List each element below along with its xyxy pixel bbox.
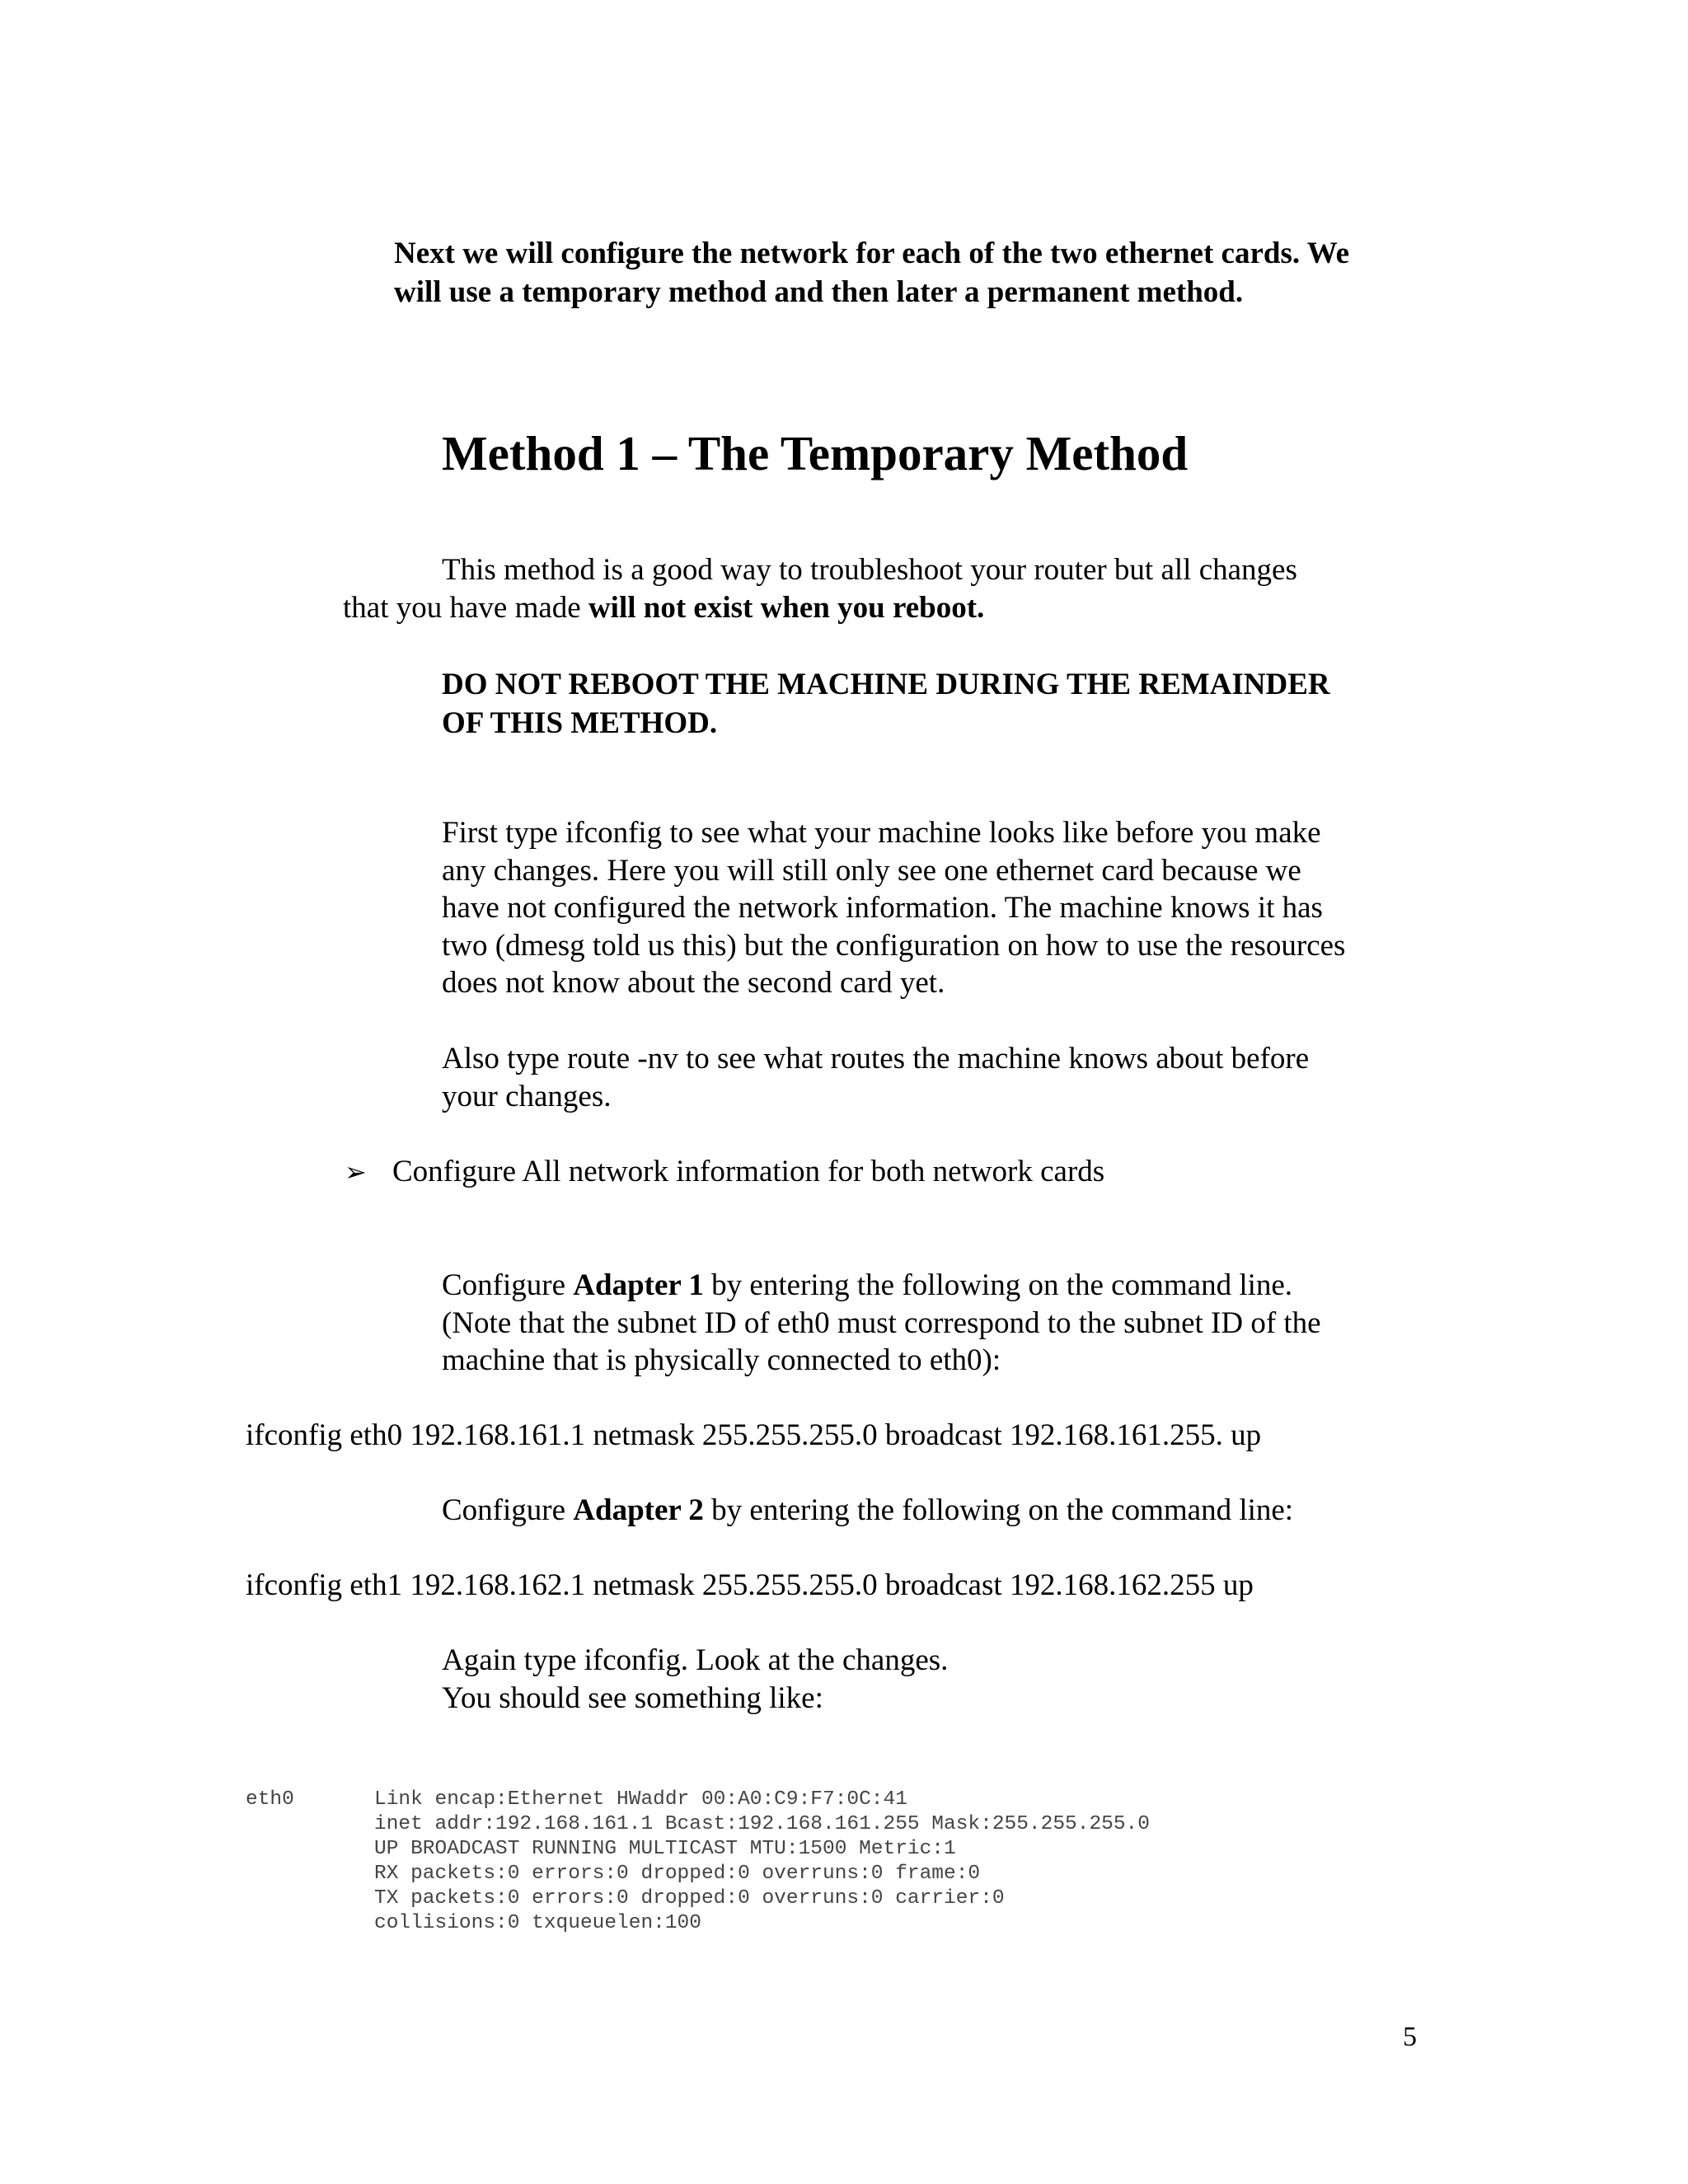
route-explanation — [442, 1040, 1309, 1115]
again-line-1: Again type ifconfig. Look at the changes. — [442, 1643, 949, 1677]
output-line: UP BROADCAST RUNNING MULTICAST MTU:1500 Metric:1 — [374, 1838, 956, 1860]
bullet-item — [345, 1153, 1104, 1191]
intro-line-2: will use a temporary method and then later a permanent method. — [394, 275, 1244, 309]
adapter-2-label: Adapter 2 — [573, 1493, 704, 1527]
method-desc-emphasis: will not exist when you reboot. — [588, 591, 985, 625]
adapter-2-prefix: Configure — [442, 1493, 574, 1527]
paragraph-line: does not know about the second card yet. — [442, 966, 945, 1000]
output-line: collisions:0 txqueuelen:100 — [374, 1912, 701, 1934]
section-heading: Method 1 – The Temporary Method — [442, 426, 1189, 480]
ifconfig-explanation — [442, 814, 1345, 1002]
reboot-warning — [442, 665, 1330, 743]
adapter-1-instructions — [442, 1267, 1321, 1380]
again-line-2: You should see something like: — [442, 1680, 823, 1715]
adapter-1-label: Adapter 1 — [573, 1268, 704, 1302]
method-desc-line-2 — [343, 589, 984, 627]
output-line: RX packets:0 errors:0 dropped:0 overruns:0 frame:0 — [374, 1863, 981, 1885]
method-desc-text: that you have made — [343, 591, 588, 625]
adapter-1-line-3: machine that is physically connected to eth0): — [442, 1343, 1001, 1377]
bullet-text: Configure All network information for both network cards — [392, 1155, 1105, 1188]
adapter-2-instructions — [442, 1492, 1293, 1530]
paragraph-line: your changes. — [442, 1079, 612, 1113]
command-eth1: ifconfig eth1 192.168.162.1 netmask 255.255.255.0 broadcast 192.168.162.255 up — [246, 1568, 1254, 1602]
ifconfig-output — [374, 1788, 1150, 1936]
page-number: 5 — [1403, 2022, 1417, 2052]
paragraph-line: Also type route -nv to see what routes the machine knows about before — [442, 1042, 1310, 1076]
paragraph-line: any changes. Here you will still only see one ethernet card because we — [442, 853, 1301, 888]
intro-paragraph — [394, 234, 1531, 312]
output-line: TX packets:0 errors:0 dropped:0 overruns:0 carrier:0 — [374, 1887, 1005, 1910]
adapter-2-suffix: by entering the following on the command line: — [703, 1493, 1294, 1527]
output-line: inet addr:192.168.161.1 Bcast:192.168.161.255 Mask:255.255.255.0 — [374, 1813, 1150, 1835]
again-instructions — [442, 1642, 948, 1717]
arrow-bullet-icon: ➢ — [345, 1156, 367, 1188]
method-desc-line-1: This method is a good way to troubleshoot your router but all changes — [442, 553, 1297, 587]
output-interface-name: eth0 — [246, 1788, 294, 1811]
warning-line-1: DO NOT REBOOT THE MACHINE DURING THE REMAINDER — [442, 668, 1330, 701]
output-line: Link encap:Ethernet HWaddr 00:A0:C9:F7:0C:41 — [374, 1788, 907, 1811]
warning-line-2: OF THIS METHOD. — [442, 706, 718, 740]
paragraph-line: First type ifconfig to see what your machine looks like before you make — [442, 816, 1321, 850]
intro-line-1: Next we will configure the network for each of the two ethernet cards. We — [394, 237, 1350, 270]
adapter-1-prefix: Configure — [442, 1268, 574, 1302]
paragraph-line: two (dmesg told us this) but the configuration on how to use the resources — [442, 928, 1346, 963]
adapter-1-suffix: by entering the following on the command line. — [703, 1268, 1293, 1302]
adapter-1-line-1 — [442, 1267, 1321, 1305]
paragraph-line: have not configured the network information. The machine knows it has — [442, 891, 1323, 925]
command-eth0: ifconfig eth0 192.168.161.1 netmask 255.255.255.0 broadcast 192.168.161.255. up — [246, 1418, 1262, 1452]
adapter-1-line-2: (Note that the subnet ID of eth0 must correspond to the subnet ID of the — [442, 1305, 1321, 1340]
